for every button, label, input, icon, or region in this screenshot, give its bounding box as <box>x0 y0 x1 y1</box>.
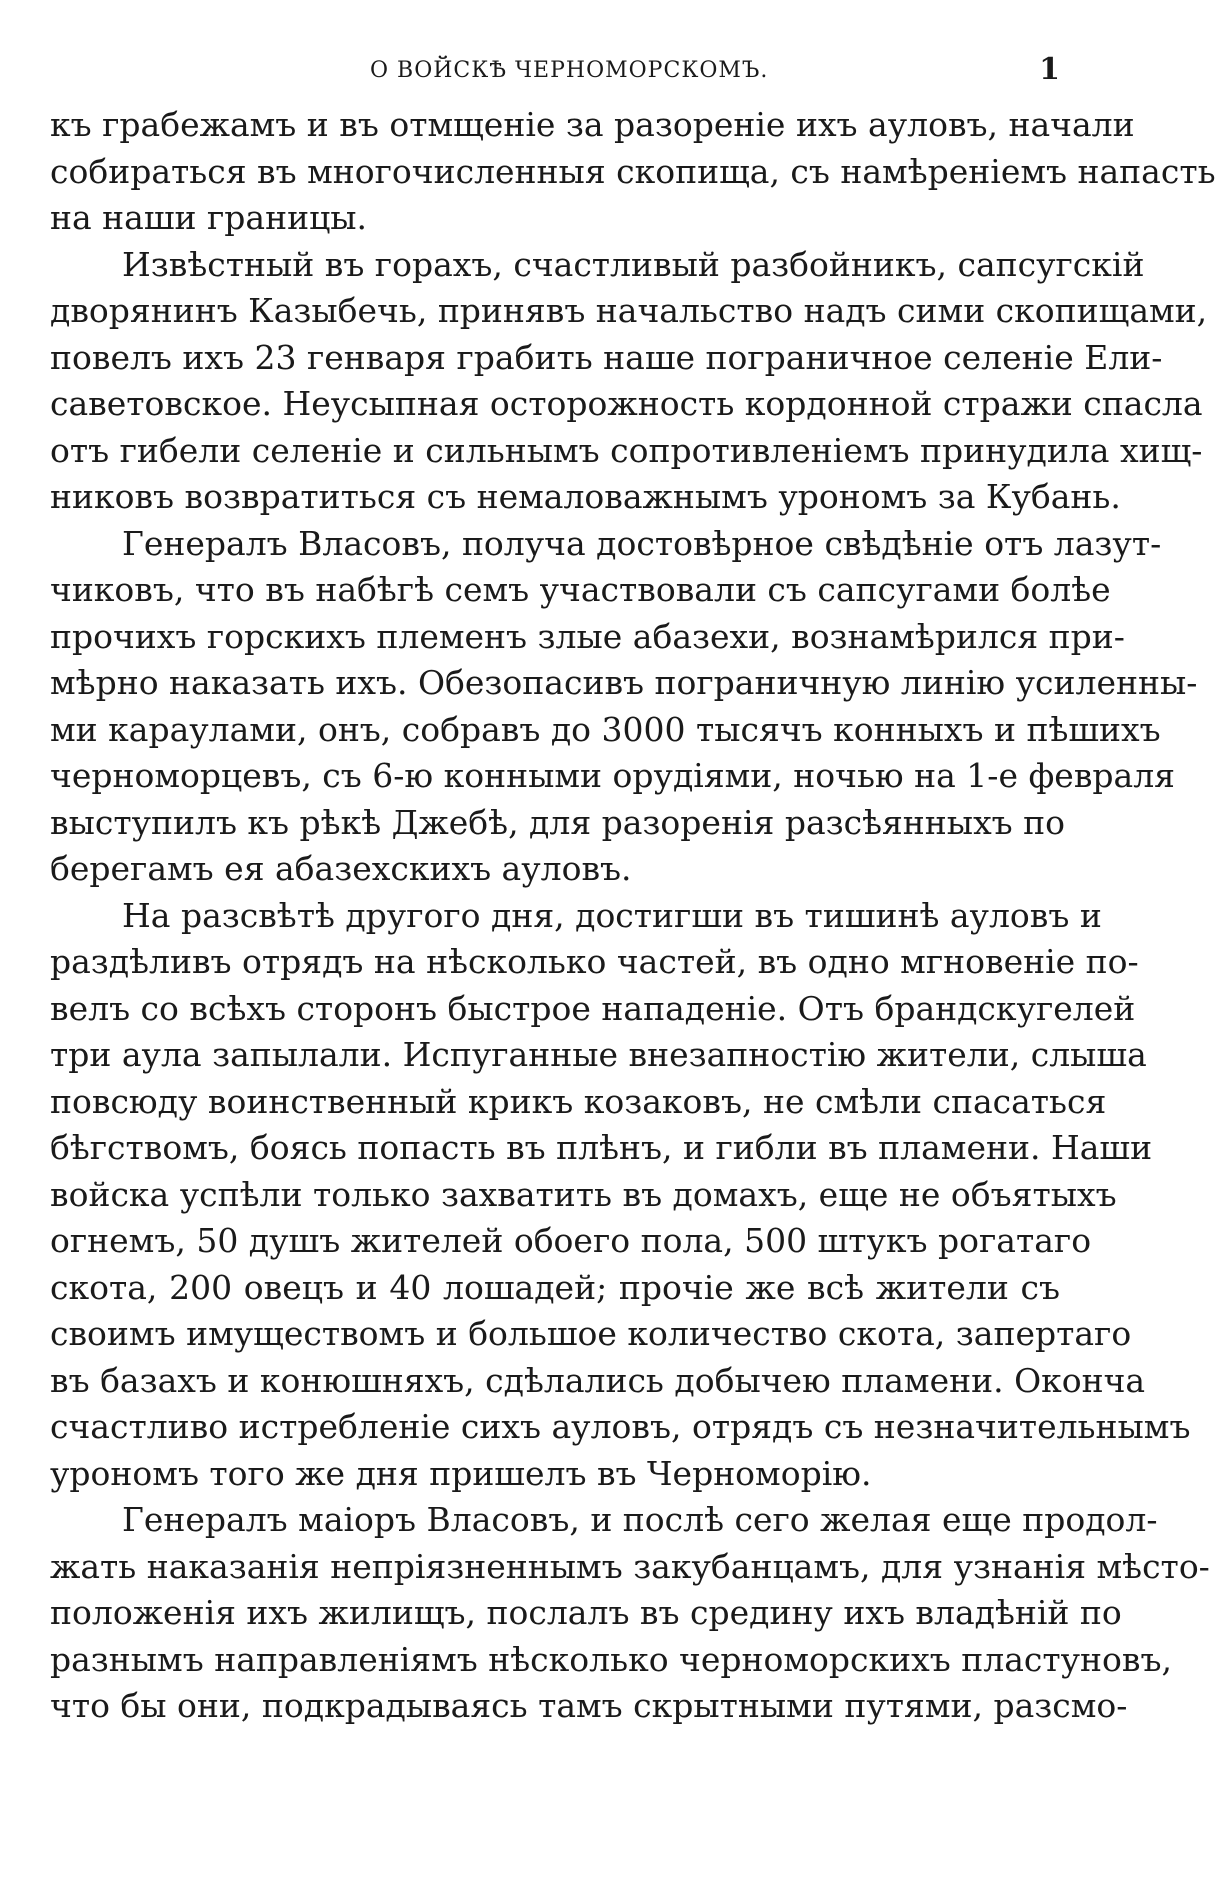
paragraph <box>50 521 1198 893</box>
paragraph <box>50 893 1191 1498</box>
text-line: разнымъ направленіямъ нѣсколько черноморскихъ пластуновъ, <box>50 1639 1172 1679</box>
text-line: прочихъ горскихъ племенъ злые абазехи, вознамѣрился при- <box>50 616 1125 656</box>
text-line: саветовское. Неусыпная осторожность кордонной стражи спасла <box>50 384 1203 423</box>
text-line: на наши границы. <box>50 198 368 237</box>
text-line: что бы они, подкрадываясь тамъ скрытными путями, разсмо- <box>50 1686 1128 1725</box>
body-text <box>50 102 1216 1730</box>
text-line: урономъ того же дня пришелъ въ Черноморію. <box>50 1453 872 1493</box>
document-page <box>50 52 1216 1730</box>
text-line: къ грабежамъ и въ отмщеніе за разореніе ихъ ауловъ, начали <box>50 105 1135 144</box>
text-line: счастливо истребленіе сихъ ауловъ, отрядъ съ незначительнымъ <box>50 1407 1191 1446</box>
paragraph <box>50 1497 1210 1730</box>
text-line: Извѣстный въ горахъ, счастливый разбойникъ, сапсугскій <box>122 244 1145 284</box>
text-line: никовъ возвратиться съ немаловажнымъ урономъ за Кубань. <box>50 477 1121 516</box>
text-line: раздѣливъ отрядъ на нѣсколько частей, въ одно мгновеніе по- <box>50 942 1139 981</box>
text-line: ми караулами, онъ, собравъ до 3000 тысячъ конныхъ и пѣшихъ <box>50 709 1161 749</box>
text-line: жать наказанія непріязненнымъ закубанцамъ, для узнанія мѣсто- <box>50 1546 1210 1586</box>
page-number: 1 <box>1039 52 1060 87</box>
text-line: войска успѣли только захватить въ домахъ, еще не объятыхъ <box>50 1174 1117 1214</box>
text-line: На разсвѣтѣ другого дня, достигши въ тишинѣ ауловъ и <box>122 895 1102 935</box>
text-line: черноморцевъ, съ 6-ю конными орудіями, ночью на 1-е февраля <box>50 756 1175 795</box>
text-line: берегамъ ея абазехскихъ ауловъ. <box>50 849 632 888</box>
text-line: бѣгствомъ, боясь попасть въ плѣнъ, и гибли въ пламени. Наши <box>50 1128 1153 1167</box>
text-line: Генералъ Власовъ, получа достовѣрное свѣдѣніе отъ лазут- <box>122 523 1162 563</box>
text-line: повсюду воинственный крикъ козаковъ, не смѣли спасаться <box>50 1081 1107 1121</box>
text-line: положенія ихъ жилищъ, послалъ въ средину ихъ владѣній по <box>50 1593 1122 1632</box>
paragraph <box>50 242 1208 521</box>
text-line: своимъ имуществомъ и большое количество скота, запертаго <box>50 1314 1132 1353</box>
paragraph <box>50 102 1216 242</box>
running-title: О ВОЙСКѢ ЧЕРНОМОРСКОМЪ. <box>370 58 769 83</box>
text-line: мѣрно наказать ихъ. Обезопасивъ пограничную линію усиленны- <box>50 663 1198 702</box>
text-line: три аула запылали. Испуганные внезапностію жители, слыша <box>50 1035 1147 1074</box>
text-line: выступилъ къ рѣкѣ Джебѣ, для разоренія разсѣянныхъ по <box>50 802 1066 842</box>
page-header <box>50 52 1060 92</box>
text-line: огнемъ, 50 душъ жителей обоего пола, 500 штукъ рогатаго <box>50 1221 1092 1260</box>
text-line: дворянинъ Казыбечь, принявъ начальство надъ сими скопищами, <box>50 291 1208 330</box>
text-line: велъ со всѣхъ сторонъ быстрое нападеніе. Отъ брандскугелей <box>50 988 1136 1028</box>
text-line: собираться въ многочисленныя скопища, съ намѣреніемъ напасть <box>50 151 1216 191</box>
text-line: отъ гибели селеніе и сильнымъ сопротивленіемъ принудила хищ- <box>50 430 1203 470</box>
text-line: Генералъ маіоръ Власовъ, и послѣ сего желая еще продол- <box>122 1500 1158 1539</box>
text-line: въ базахъ и конюшняхъ, сдѣлались добычею пламени. Окончa <box>50 1360 1146 1400</box>
text-line: скота, 200 овецъ и 40 лошадей; прочіе же всѣ жители съ <box>50 1267 1060 1307</box>
text-line: чиковъ, что въ набѣгѣ семъ участвовали съ сапсугами болѣе <box>50 570 1111 609</box>
text-line: повелъ ихъ 23 генваря грабить наше пограничное селеніе Ели- <box>50 337 1163 377</box>
